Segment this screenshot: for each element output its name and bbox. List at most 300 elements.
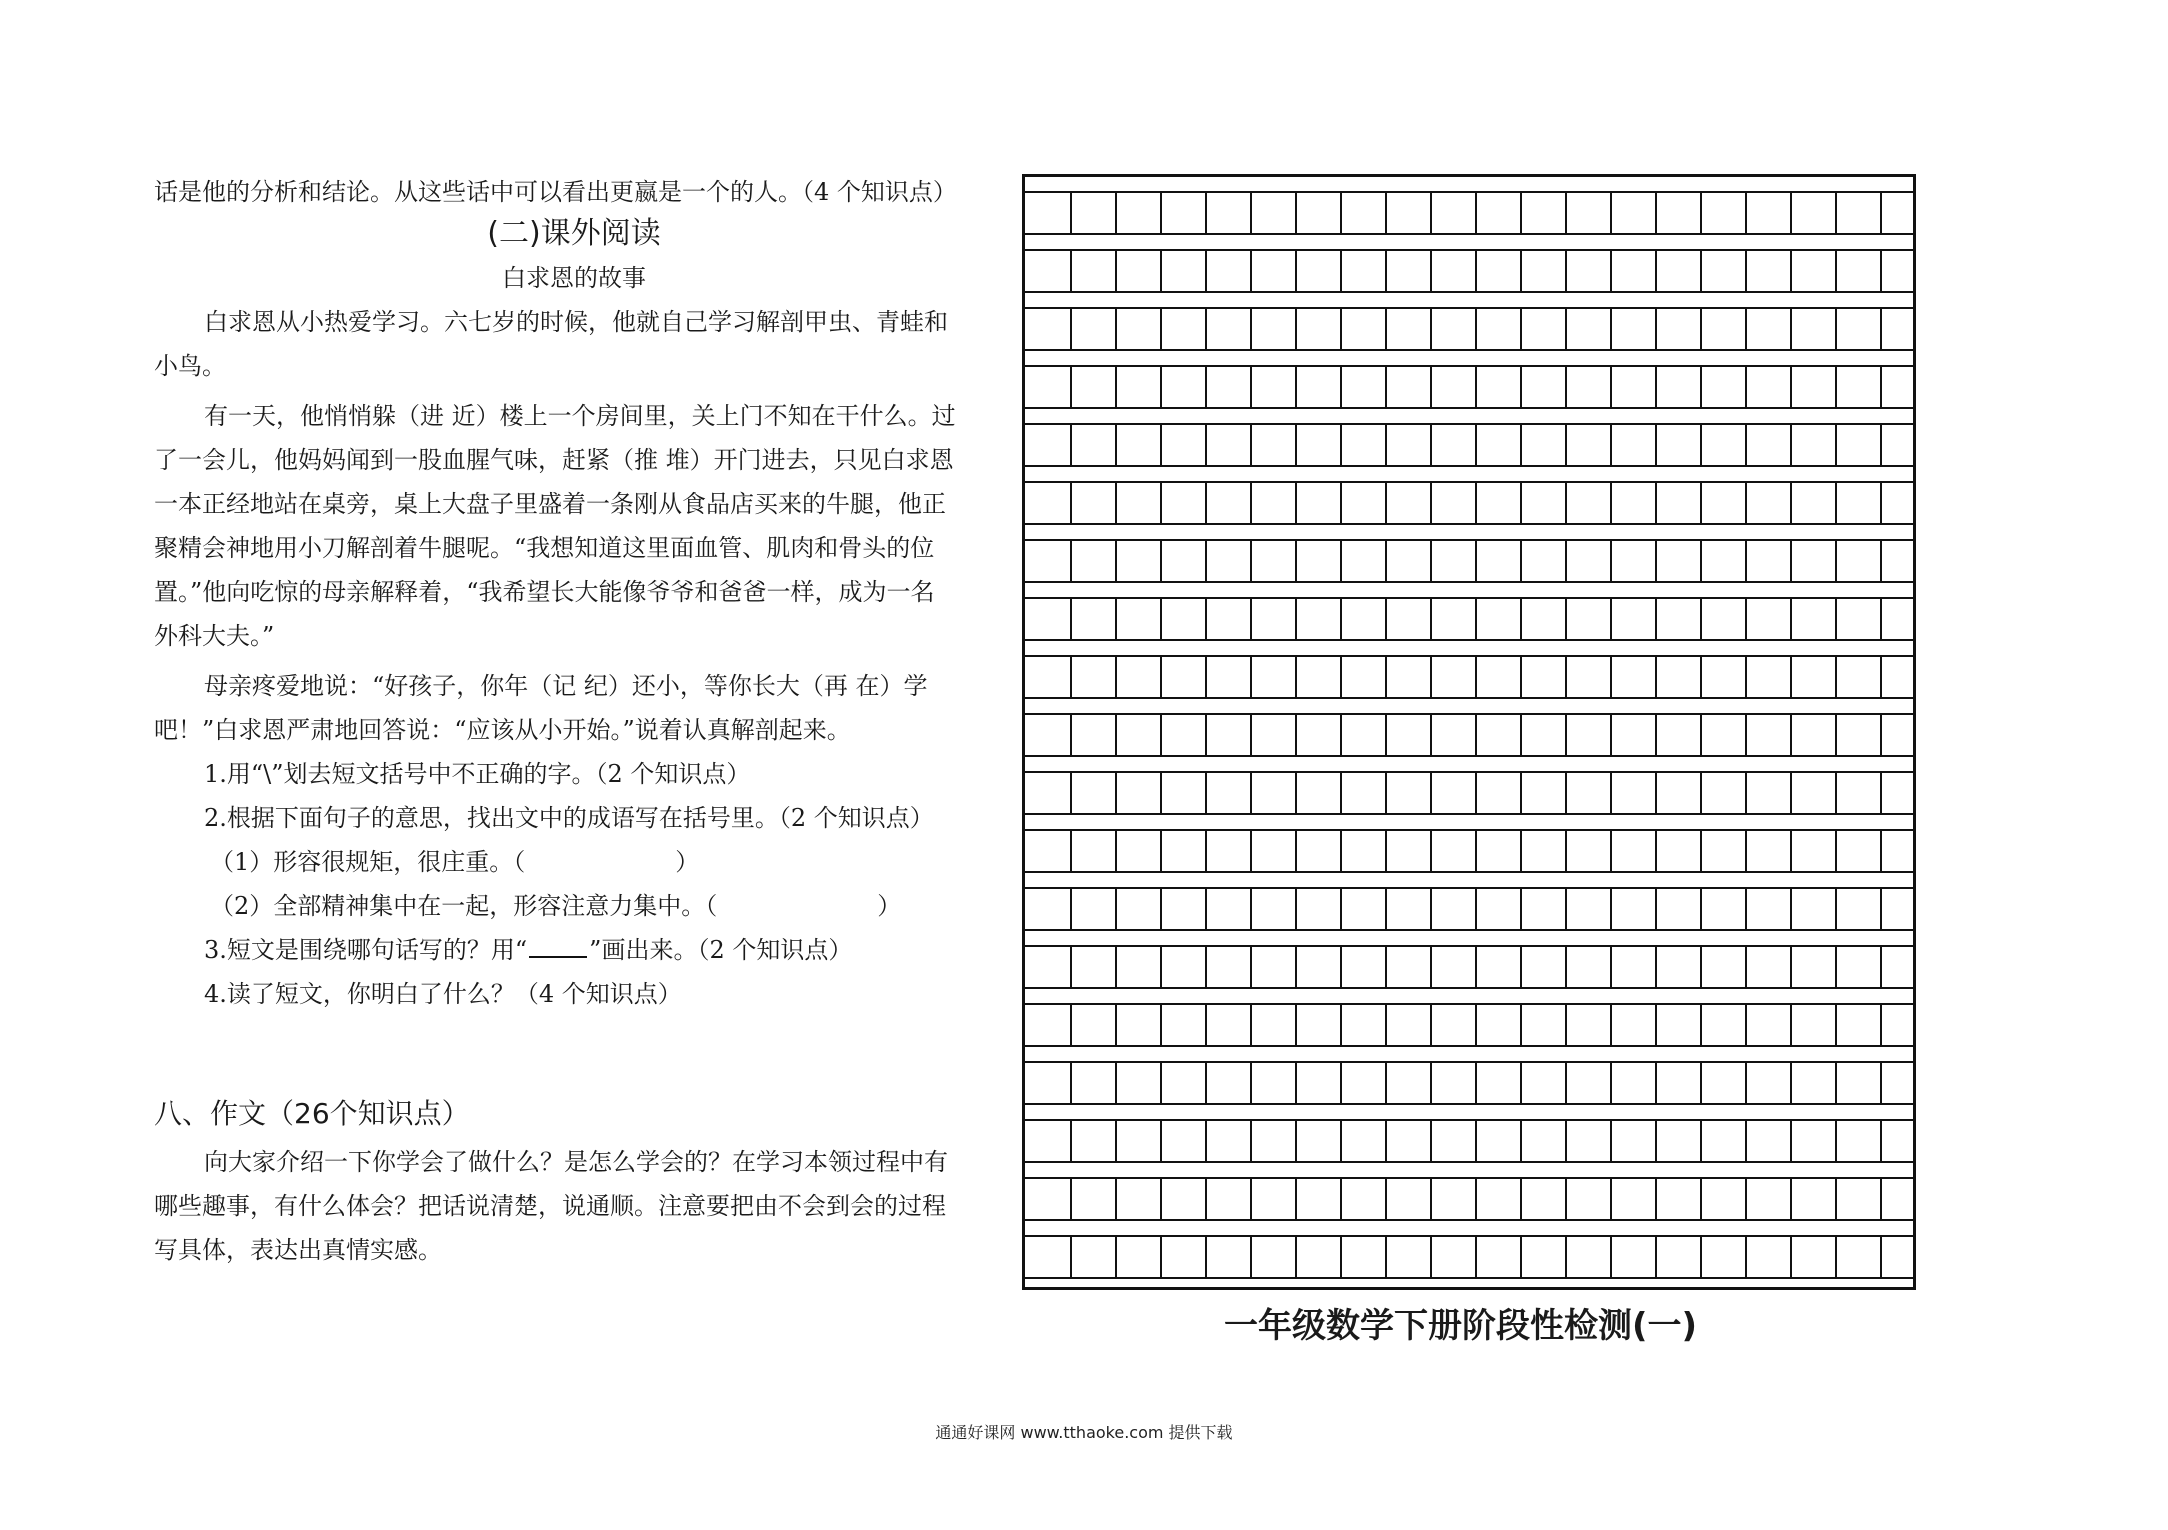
- grid-cell[interactable]: [1567, 889, 1612, 929]
- grid-cell[interactable]: [1477, 1063, 1522, 1103]
- grid-cell[interactable]: [1162, 889, 1207, 929]
- grid-cell[interactable]: [1747, 309, 1792, 349]
- grid-cell[interactable]: [1837, 1121, 1882, 1161]
- grid-cell[interactable]: [1657, 599, 1702, 639]
- grid-cell[interactable]: [1297, 599, 1342, 639]
- grid-cell[interactable]: [1567, 367, 1612, 407]
- grid-cell[interactable]: [1252, 889, 1297, 929]
- grid-cell[interactable]: [1612, 251, 1657, 291]
- grid-cell[interactable]: [1612, 367, 1657, 407]
- grid-cell[interactable]: [1162, 425, 1207, 465]
- grid-cell[interactable]: [1567, 657, 1612, 697]
- grid-cell[interactable]: [1747, 367, 1792, 407]
- grid-cell[interactable]: [1117, 251, 1162, 291]
- grid-cell[interactable]: [1387, 1121, 1432, 1161]
- grid-cell[interactable]: [1342, 367, 1387, 407]
- grid-cell[interactable]: [1477, 541, 1522, 581]
- grid-cell[interactable]: [1252, 541, 1297, 581]
- grid-cell[interactable]: [1657, 367, 1702, 407]
- grid-cell[interactable]: [1792, 541, 1837, 581]
- grid-cell[interactable]: [1432, 773, 1477, 813]
- grid-cell[interactable]: [1387, 1063, 1432, 1103]
- grid-cell[interactable]: [1702, 831, 1747, 871]
- grid-cell[interactable]: [1432, 1063, 1477, 1103]
- grid-cell[interactable]: [1027, 1237, 1072, 1277]
- grid-cell[interactable]: [1522, 1237, 1567, 1277]
- grid-cell[interactable]: [1522, 541, 1567, 581]
- grid-cell[interactable]: [1792, 947, 1837, 987]
- grid-cell[interactable]: [1252, 831, 1297, 871]
- grid-cell[interactable]: [1162, 541, 1207, 581]
- grid-cell[interactable]: [1387, 1179, 1432, 1219]
- grid-cell[interactable]: [1072, 309, 1117, 349]
- grid-cell[interactable]: [1027, 1063, 1072, 1103]
- grid-cell[interactable]: [1477, 1121, 1522, 1161]
- grid-cell[interactable]: [1522, 309, 1567, 349]
- grid-cell[interactable]: [1612, 1121, 1657, 1161]
- grid-cell[interactable]: [1342, 599, 1387, 639]
- grid-cell[interactable]: [1072, 1121, 1117, 1161]
- grid-cell[interactable]: [1747, 1005, 1792, 1045]
- grid-cell[interactable]: [1612, 831, 1657, 871]
- grid-cell[interactable]: [1117, 193, 1162, 233]
- grid-cell[interactable]: [1207, 309, 1252, 349]
- grid-cell[interactable]: [1027, 541, 1072, 581]
- grid-cell[interactable]: [1207, 947, 1252, 987]
- grid-cell[interactable]: [1612, 541, 1657, 581]
- grid-cell[interactable]: [1387, 425, 1432, 465]
- grid-cell[interactable]: [1657, 251, 1702, 291]
- grid-cell[interactable]: [1297, 193, 1342, 233]
- grid-cell[interactable]: [1702, 1005, 1747, 1045]
- grid-cell[interactable]: [1702, 715, 1747, 755]
- grid-cell[interactable]: [1297, 773, 1342, 813]
- grid-cell[interactable]: [1657, 889, 1702, 929]
- grid-cell[interactable]: [1207, 1237, 1252, 1277]
- grid-cell[interactable]: [1297, 1179, 1342, 1219]
- grid-cell[interactable]: [1072, 599, 1117, 639]
- grid-cell[interactable]: [1522, 599, 1567, 639]
- grid-cell[interactable]: [1027, 657, 1072, 697]
- grid-cell[interactable]: [1297, 1237, 1342, 1277]
- grid-cell[interactable]: [1342, 947, 1387, 987]
- grid-cell[interactable]: [1567, 1237, 1612, 1277]
- grid-cell[interactable]: [1117, 947, 1162, 987]
- grid-cell[interactable]: [1162, 367, 1207, 407]
- grid-cell[interactable]: [1432, 831, 1477, 871]
- grid-cell[interactable]: [1477, 947, 1522, 987]
- grid-cell[interactable]: [1432, 889, 1477, 929]
- grid-cell[interactable]: [1072, 947, 1117, 987]
- grid-cell[interactable]: [1837, 1005, 1882, 1045]
- grid-cell[interactable]: [1657, 1179, 1702, 1219]
- grid-cell[interactable]: [1162, 1005, 1207, 1045]
- grid-cell[interactable]: [1432, 541, 1477, 581]
- grid-cell[interactable]: [1072, 425, 1117, 465]
- grid-cell[interactable]: [1477, 251, 1522, 291]
- grid-cell[interactable]: [1252, 193, 1297, 233]
- grid-cell[interactable]: [1837, 889, 1882, 929]
- grid-cell[interactable]: [1252, 1237, 1297, 1277]
- grid-cell[interactable]: [1117, 715, 1162, 755]
- grid-cell[interactable]: [1162, 483, 1207, 523]
- grid-cell[interactable]: [1702, 657, 1747, 697]
- grid-cell[interactable]: [1657, 1005, 1702, 1045]
- grid-cell[interactable]: [1072, 541, 1117, 581]
- grid-cell[interactable]: [1387, 831, 1432, 871]
- grid-cell[interactable]: [1162, 1179, 1207, 1219]
- grid-cell[interactable]: [1522, 831, 1567, 871]
- grid-cell[interactable]: [1477, 715, 1522, 755]
- grid-cell[interactable]: [1342, 1005, 1387, 1045]
- grid-cell[interactable]: [1252, 1063, 1297, 1103]
- grid-cell[interactable]: [1522, 1179, 1567, 1219]
- grid-cell[interactable]: [1387, 193, 1432, 233]
- grid-cell[interactable]: [1567, 309, 1612, 349]
- grid-cell[interactable]: [1432, 599, 1477, 639]
- grid-cell[interactable]: [1657, 947, 1702, 987]
- grid-cell[interactable]: [1702, 889, 1747, 929]
- grid-cell[interactable]: [1117, 831, 1162, 871]
- grid-cell[interactable]: [1657, 1063, 1702, 1103]
- grid-cell[interactable]: [1342, 657, 1387, 697]
- grid-cell[interactable]: [1657, 193, 1702, 233]
- grid-cell[interactable]: [1297, 251, 1342, 291]
- grid-cell[interactable]: [1432, 657, 1477, 697]
- grid-cell[interactable]: [1477, 1179, 1522, 1219]
- grid-cell[interactable]: [1252, 947, 1297, 987]
- grid-cell[interactable]: [1117, 657, 1162, 697]
- grid-cell[interactable]: [1297, 367, 1342, 407]
- grid-cell[interactable]: [1837, 715, 1882, 755]
- grid-cell[interactable]: [1567, 715, 1612, 755]
- grid-cell[interactable]: [1117, 367, 1162, 407]
- grid-cell[interactable]: [1522, 483, 1567, 523]
- grid-cell[interactable]: [1612, 657, 1657, 697]
- grid-cell[interactable]: [1072, 773, 1117, 813]
- grid-cell[interactable]: [1567, 483, 1612, 523]
- grid-cell[interactable]: [1837, 1237, 1882, 1277]
- grid-cell[interactable]: [1522, 251, 1567, 291]
- grid-cell[interactable]: [1432, 425, 1477, 465]
- grid-cell[interactable]: [1297, 1005, 1342, 1045]
- grid-cell[interactable]: [1657, 657, 1702, 697]
- grid-cell[interactable]: [1522, 367, 1567, 407]
- grid-cell[interactable]: [1027, 773, 1072, 813]
- grid-cell[interactable]: [1387, 309, 1432, 349]
- grid-cell[interactable]: [1072, 715, 1117, 755]
- grid-cell[interactable]: [1117, 1179, 1162, 1219]
- grid-cell[interactable]: [1297, 541, 1342, 581]
- grid-cell[interactable]: [1432, 1005, 1477, 1045]
- grid-cell[interactable]: [1747, 1063, 1792, 1103]
- grid-cell[interactable]: [1387, 599, 1432, 639]
- grid-cell[interactable]: [1792, 1121, 1837, 1161]
- grid-cell[interactable]: [1117, 309, 1162, 349]
- grid-cell[interactable]: [1387, 1005, 1432, 1045]
- grid-cell[interactable]: [1252, 483, 1297, 523]
- grid-cell[interactable]: [1567, 773, 1612, 813]
- grid-cell[interactable]: [1387, 715, 1432, 755]
- grid-cell[interactable]: [1837, 1063, 1882, 1103]
- grid-cell[interactable]: [1837, 193, 1882, 233]
- grid-cell[interactable]: [1387, 1237, 1432, 1277]
- grid-cell[interactable]: [1612, 193, 1657, 233]
- grid-cell[interactable]: [1702, 773, 1747, 813]
- grid-cell[interactable]: [1792, 251, 1837, 291]
- grid-cell[interactable]: [1027, 367, 1072, 407]
- grid-cell[interactable]: [1342, 483, 1387, 523]
- grid-cell[interactable]: [1612, 889, 1657, 929]
- grid-cell[interactable]: [1657, 715, 1702, 755]
- grid-cell[interactable]: [1657, 309, 1702, 349]
- grid-cell[interactable]: [1657, 541, 1702, 581]
- grid-cell[interactable]: [1792, 1005, 1837, 1045]
- grid-cell[interactable]: [1387, 773, 1432, 813]
- grid-cell[interactable]: [1027, 1179, 1072, 1219]
- grid-cell[interactable]: [1117, 1121, 1162, 1161]
- grid-cell[interactable]: [1837, 251, 1882, 291]
- grid-cell[interactable]: [1342, 1121, 1387, 1161]
- grid-cell[interactable]: [1072, 1063, 1117, 1103]
- grid-cell[interactable]: [1432, 309, 1477, 349]
- grid-cell[interactable]: [1477, 367, 1522, 407]
- grid-cell[interactable]: [1567, 1121, 1612, 1161]
- grid-cell[interactable]: [1162, 309, 1207, 349]
- grid-cell[interactable]: [1477, 425, 1522, 465]
- grid-cell[interactable]: [1792, 657, 1837, 697]
- grid-cell[interactable]: [1252, 1005, 1297, 1045]
- grid-cell[interactable]: [1297, 1121, 1342, 1161]
- grid-cell[interactable]: [1837, 367, 1882, 407]
- grid-cell[interactable]: [1387, 947, 1432, 987]
- grid-cell[interactable]: [1477, 193, 1522, 233]
- grid-cell[interactable]: [1792, 831, 1837, 871]
- grid-cell[interactable]: [1522, 1063, 1567, 1103]
- grid-cell[interactable]: [1072, 1237, 1117, 1277]
- grid-cell[interactable]: [1837, 657, 1882, 697]
- grid-cell[interactable]: [1072, 193, 1117, 233]
- grid-cell[interactable]: [1792, 1063, 1837, 1103]
- grid-cell[interactable]: [1162, 715, 1207, 755]
- grid-cell[interactable]: [1702, 1237, 1747, 1277]
- grid-cell[interactable]: [1432, 1179, 1477, 1219]
- grid-cell[interactable]: [1702, 1121, 1747, 1161]
- grid-cell[interactable]: [1792, 483, 1837, 523]
- grid-cell[interactable]: [1387, 251, 1432, 291]
- grid-cell[interactable]: [1477, 889, 1522, 929]
- grid-cell[interactable]: [1342, 1063, 1387, 1103]
- grid-cell[interactable]: [1162, 193, 1207, 233]
- grid-cell[interactable]: [1027, 425, 1072, 465]
- grid-cell[interactable]: [1252, 309, 1297, 349]
- grid-cell[interactable]: [1792, 773, 1837, 813]
- grid-cell[interactable]: [1792, 715, 1837, 755]
- grid-cell[interactable]: [1747, 193, 1792, 233]
- grid-cell[interactable]: [1432, 715, 1477, 755]
- grid-cell[interactable]: [1477, 309, 1522, 349]
- grid-cell[interactable]: [1792, 193, 1837, 233]
- grid-cell[interactable]: [1072, 251, 1117, 291]
- grid-cell[interactable]: [1747, 889, 1792, 929]
- grid-cell[interactable]: [1162, 831, 1207, 871]
- grid-cell[interactable]: [1792, 425, 1837, 465]
- grid-cell[interactable]: [1522, 1005, 1567, 1045]
- grid-cell[interactable]: [1072, 889, 1117, 929]
- grid-cell[interactable]: [1162, 947, 1207, 987]
- grid-cell[interactable]: [1702, 483, 1747, 523]
- grid-cell[interactable]: [1702, 193, 1747, 233]
- grid-cell[interactable]: [1027, 889, 1072, 929]
- grid-cell[interactable]: [1792, 1179, 1837, 1219]
- grid-cell[interactable]: [1657, 1237, 1702, 1277]
- grid-cell[interactable]: [1837, 309, 1882, 349]
- grid-cell[interactable]: [1387, 889, 1432, 929]
- grid-cell[interactable]: [1612, 1179, 1657, 1219]
- grid-cell[interactable]: [1747, 947, 1792, 987]
- grid-cell[interactable]: [1837, 773, 1882, 813]
- grid-cell[interactable]: [1612, 309, 1657, 349]
- grid-cell[interactable]: [1342, 831, 1387, 871]
- grid-cell[interactable]: [1162, 657, 1207, 697]
- grid-cell[interactable]: [1612, 947, 1657, 987]
- grid-cell[interactable]: [1837, 483, 1882, 523]
- grid-cell[interactable]: [1072, 657, 1117, 697]
- grid-cell[interactable]: [1522, 657, 1567, 697]
- grid-cell[interactable]: [1117, 1005, 1162, 1045]
- grid-cell[interactable]: [1837, 947, 1882, 987]
- grid-cell[interactable]: [1207, 1179, 1252, 1219]
- grid-cell[interactable]: [1747, 541, 1792, 581]
- grid-cell[interactable]: [1837, 1179, 1882, 1219]
- grid-cell[interactable]: [1072, 1005, 1117, 1045]
- grid-cell[interactable]: [1432, 947, 1477, 987]
- grid-cell[interactable]: [1297, 889, 1342, 929]
- grid-cell[interactable]: [1477, 599, 1522, 639]
- grid-cell[interactable]: [1612, 483, 1657, 523]
- grid-cell[interactable]: [1162, 773, 1207, 813]
- grid-cell[interactable]: [1522, 773, 1567, 813]
- grid-cell[interactable]: [1387, 657, 1432, 697]
- grid-cell[interactable]: [1477, 657, 1522, 697]
- grid-cell[interactable]: [1027, 715, 1072, 755]
- grid-cell[interactable]: [1027, 947, 1072, 987]
- grid-cell[interactable]: [1747, 599, 1792, 639]
- grid-cell[interactable]: [1297, 483, 1342, 523]
- grid-cell[interactable]: [1162, 599, 1207, 639]
- grid-cell[interactable]: [1342, 425, 1387, 465]
- grid-cell[interactable]: [1207, 367, 1252, 407]
- grid-cell[interactable]: [1567, 425, 1612, 465]
- grid-cell[interactable]: [1792, 309, 1837, 349]
- grid-cell[interactable]: [1207, 773, 1252, 813]
- grid-cell[interactable]: [1252, 773, 1297, 813]
- grid-cell[interactable]: [1207, 715, 1252, 755]
- grid-cell[interactable]: [1702, 367, 1747, 407]
- grid-cell[interactable]: [1342, 193, 1387, 233]
- grid-cell[interactable]: [1702, 309, 1747, 349]
- grid-cell[interactable]: [1477, 483, 1522, 523]
- grid-cell[interactable]: [1252, 251, 1297, 291]
- grid-cell[interactable]: [1792, 367, 1837, 407]
- grid-cell[interactable]: [1657, 425, 1702, 465]
- grid-cell[interactable]: [1027, 831, 1072, 871]
- grid-cell[interactable]: [1522, 715, 1567, 755]
- grid-cell[interactable]: [1342, 309, 1387, 349]
- grid-cell[interactable]: [1837, 425, 1882, 465]
- grid-cell[interactable]: [1252, 425, 1297, 465]
- grid-cell[interactable]: [1207, 541, 1252, 581]
- grid-cell[interactable]: [1297, 657, 1342, 697]
- grid-cell[interactable]: [1567, 1179, 1612, 1219]
- grid-cell[interactable]: [1702, 947, 1747, 987]
- grid-cell[interactable]: [1387, 483, 1432, 523]
- grid-cell[interactable]: [1747, 773, 1792, 813]
- grid-cell[interactable]: [1207, 657, 1252, 697]
- grid-cell[interactable]: [1612, 599, 1657, 639]
- grid-cell[interactable]: [1252, 657, 1297, 697]
- grid-cell[interactable]: [1162, 1121, 1207, 1161]
- grid-cell[interactable]: [1027, 193, 1072, 233]
- grid-cell[interactable]: [1387, 367, 1432, 407]
- grid-cell[interactable]: [1657, 773, 1702, 813]
- grid-cell[interactable]: [1027, 599, 1072, 639]
- grid-cell[interactable]: [1252, 599, 1297, 639]
- grid-cell[interactable]: [1747, 1237, 1792, 1277]
- grid-cell[interactable]: [1567, 1005, 1612, 1045]
- grid-cell[interactable]: [1432, 193, 1477, 233]
- grid-cell[interactable]: [1567, 251, 1612, 291]
- grid-cell[interactable]: [1117, 483, 1162, 523]
- grid-cell[interactable]: [1252, 1121, 1297, 1161]
- grid-cell[interactable]: [1207, 1063, 1252, 1103]
- grid-cell[interactable]: [1792, 599, 1837, 639]
- grid-cell[interactable]: [1567, 947, 1612, 987]
- grid-cell[interactable]: [1792, 1237, 1837, 1277]
- grid-cell[interactable]: [1162, 1237, 1207, 1277]
- grid-cell[interactable]: [1612, 1237, 1657, 1277]
- grid-cell[interactable]: [1027, 483, 1072, 523]
- grid-cell[interactable]: [1747, 1179, 1792, 1219]
- grid-cell[interactable]: [1612, 773, 1657, 813]
- grid-cell[interactable]: [1702, 1179, 1747, 1219]
- grid-cell[interactable]: [1522, 425, 1567, 465]
- grid-cell[interactable]: [1117, 889, 1162, 929]
- grid-cell[interactable]: [1297, 309, 1342, 349]
- grid-cell[interactable]: [1747, 425, 1792, 465]
- grid-cell[interactable]: [1342, 251, 1387, 291]
- grid-cell[interactable]: [1072, 831, 1117, 871]
- grid-cell[interactable]: [1747, 715, 1792, 755]
- grid-cell[interactable]: [1297, 831, 1342, 871]
- grid-cell[interactable]: [1522, 193, 1567, 233]
- grid-cell[interactable]: [1567, 193, 1612, 233]
- grid-cell[interactable]: [1477, 1237, 1522, 1277]
- grid-cell[interactable]: [1702, 599, 1747, 639]
- grid-cell[interactable]: [1612, 425, 1657, 465]
- grid-cell[interactable]: [1297, 425, 1342, 465]
- grid-cell[interactable]: [1162, 1063, 1207, 1103]
- grid-cell[interactable]: [1342, 773, 1387, 813]
- grid-cell[interactable]: [1297, 1063, 1342, 1103]
- grid-cell[interactable]: [1477, 1005, 1522, 1045]
- grid-cell[interactable]: [1207, 425, 1252, 465]
- grid-cell[interactable]: [1792, 889, 1837, 929]
- grid-cell[interactable]: [1567, 1063, 1612, 1103]
- writing-grid[interactable]: [1022, 174, 1916, 1290]
- grid-cell[interactable]: [1207, 483, 1252, 523]
- grid-cell[interactable]: [1207, 1121, 1252, 1161]
